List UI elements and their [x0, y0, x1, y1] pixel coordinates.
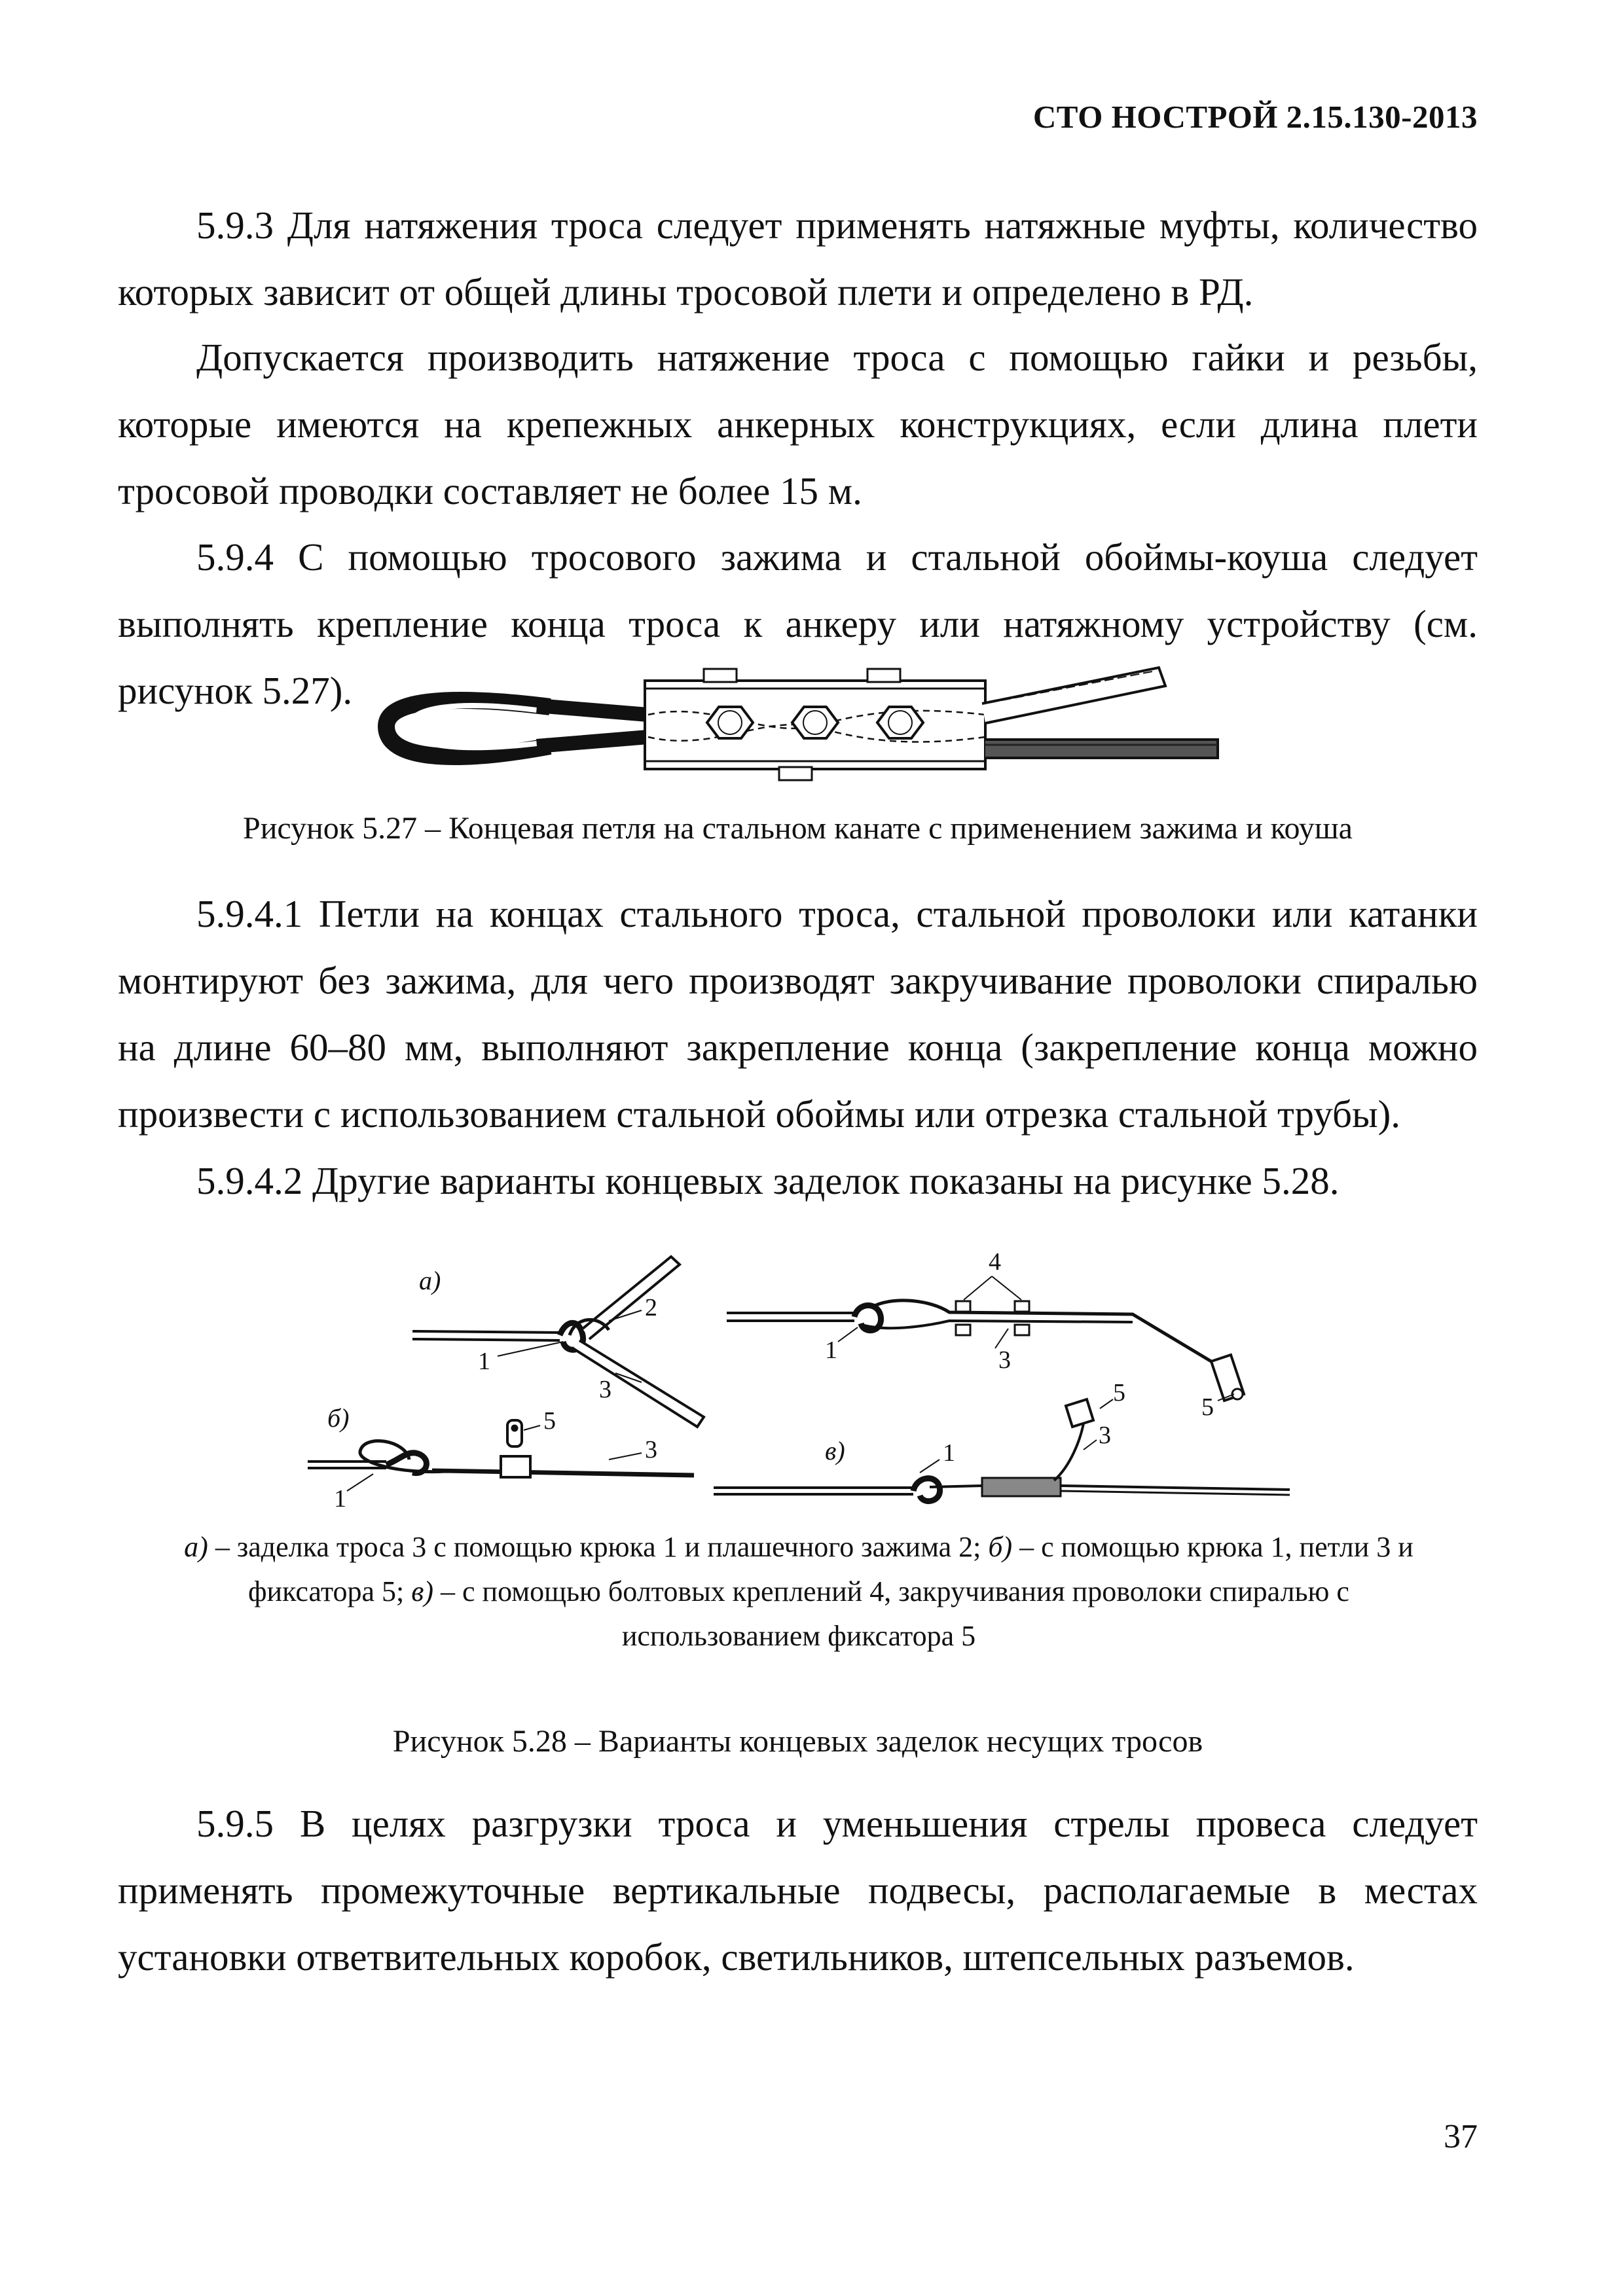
label-b-1: 1 [334, 1485, 346, 1513]
label-variant-v: в) [825, 1436, 845, 1465]
legend-b-tag: б) [988, 1531, 1013, 1563]
legend-v-tag: в) [411, 1575, 433, 1607]
legend-a-tag: а) [184, 1531, 208, 1563]
legend-v-text: – с помощью болтовых креплений 4, закручивания проволоки спиралью с использованием фиксатора 5 [433, 1575, 1349, 1652]
label-bolt-1: 1 [825, 1336, 837, 1364]
figure-5-28-caption: Рисунок 5.28 – Варианты концевых заделок несущих тросов [392, 1724, 1203, 1759]
paragraph-5-9-5: 5.9.5 В целях разгрузки троса и уменьшения стрелы провеса следует применять промежуточные вертикальные подвесы, располагаемые в местах установки ответвительных коробок, светильников, штепсельных разъемов. [118, 1802, 1478, 1979]
label-v-1: 1 [943, 1439, 955, 1467]
label-variant-a: а) [419, 1266, 441, 1295]
label-b-5: 5 [543, 1407, 556, 1435]
paragraph-5-9-4-1: 5.9.4.1 Петли на концах стального троса, стальной проволоки или катанки монтируют без зажима, для чего производят закручивание проволоки спиралью на длине 60–80 мм, выполняют закрепление конца (закрепление конца можно произвести с использованием стальной обоймы или отрезка стальной трубы). [118, 892, 1478, 1136]
page-number: 37 [1444, 2118, 1478, 2155]
label-bolt-5: 5 [1201, 1393, 1214, 1421]
variant-bolted [727, 1276, 1244, 1401]
label-a-2: 2 [645, 1294, 657, 1321]
variant-a-hook-clamp [412, 1257, 704, 1427]
legend-b-text: – с помощью крюка 1, петли 3 и фиксатора 5; [248, 1531, 1413, 1607]
paragraph-tension-nut: Допускается производить натяжение троса с помощью гайки и резьбы, которые имеются на крепежных анкерных конструкциях, если длина плети тросовой проводки составляет не более 15 м. [118, 336, 1478, 512]
document-code-header: СТО НОСТРОЙ 2.15.130-2013 [1032, 99, 1478, 135]
label-v-5: 5 [1113, 1379, 1125, 1407]
figure-5-28-legend [164, 1525, 1434, 1659]
label-bolt-4: 4 [989, 1248, 1001, 1276]
paragraph-5-9-4: 5.9.4 С помощью тросового зажима и стальной обоймы-коуша следует выполнять крепление конца троса к анкеру или натяжному устройству (см. рисунок 5.27). [118, 535, 1478, 712]
paragraph-5-9-3: 5.9.3 Для натяжения троса следует применять натяжные муфты, количество которых зависит от общей длины тросовой плети и определено в РД. [118, 204, 1478, 314]
figure-5-27-cable-loop-clamp [373, 655, 1250, 792]
variant-b-hook-loop-fixator [308, 1420, 694, 1491]
label-a-3: 3 [599, 1376, 611, 1403]
label-b-3: 3 [645, 1436, 657, 1463]
label-bolt-3: 3 [998, 1346, 1011, 1374]
label-a-1: 1 [478, 1348, 490, 1375]
paragraph-5-9-4-2: 5.9.4.2 Другие варианты концевых заделок показаны на рисунке 5.28. [196, 1159, 1340, 1202]
legend-a-text: – заделка троса 3 с помощью крюка 1 и плашечного зажима 2; [208, 1531, 989, 1563]
figure-5-27-caption: Рисунок 5.27 – Концевая петля на стальном канате с применением зажима и коуша [243, 811, 1353, 846]
figure-5-28-cable-end-variants [301, 1244, 1296, 1518]
label-v-3: 3 [1099, 1422, 1111, 1449]
label-variant-b: б) [327, 1403, 350, 1433]
